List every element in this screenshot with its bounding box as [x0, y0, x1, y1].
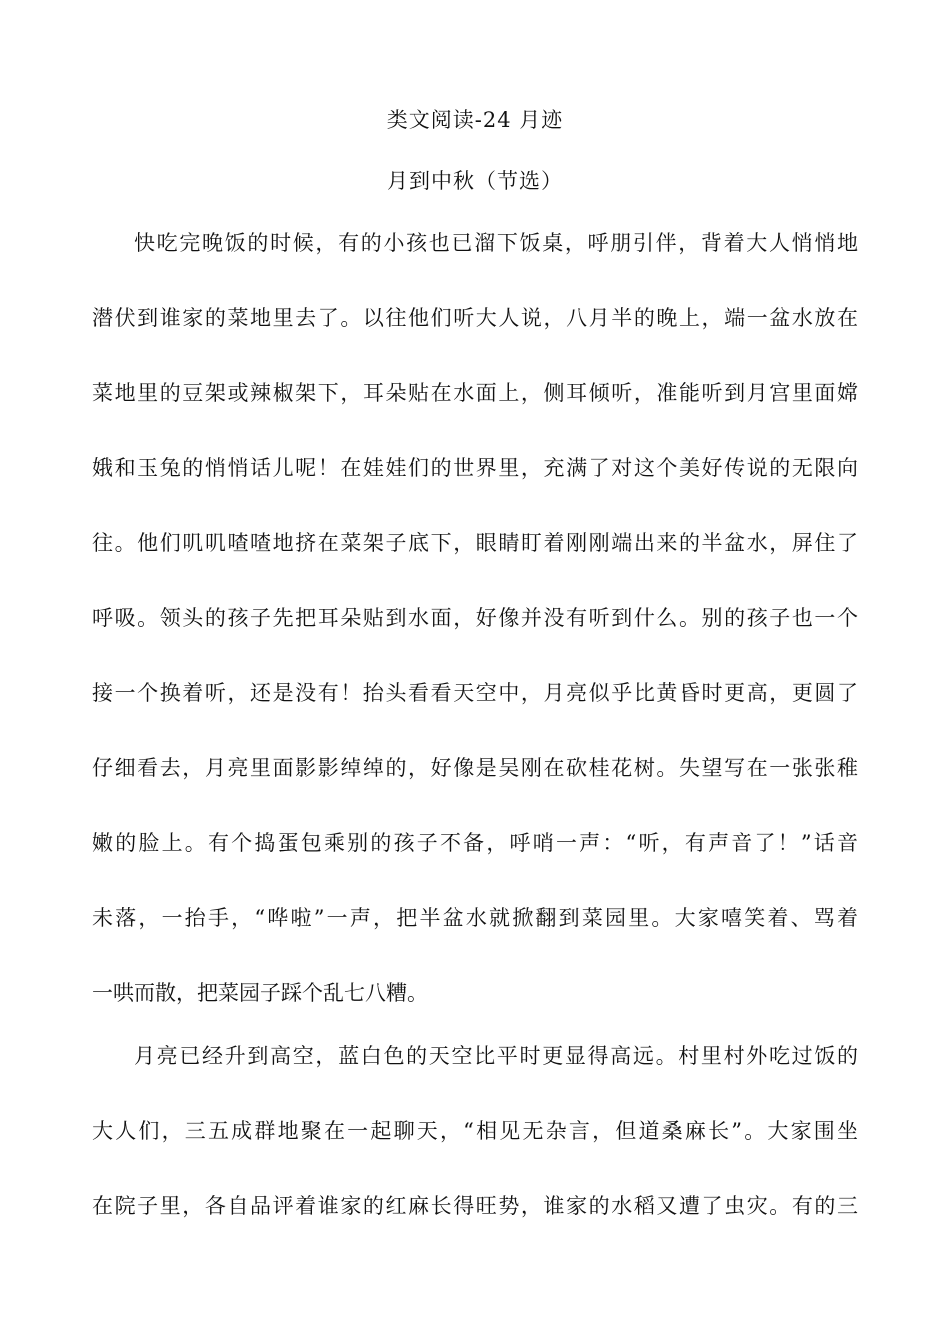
paragraph-line: 娥和玉兔的悄悄话儿呢！在娃娃们的世界里，充满了对这个美好传说的无限向 — [92, 456, 858, 480]
paragraph-line: 仔细看去，月亮里面影影绰绰的，好像是吴刚在砍桂花树。失望写在一张张稚 — [92, 756, 858, 780]
paragraph-line: 在院子里，各自品评着谁家的红麻长得旺势，谁家的水稻又遭了虫灾。有的三 — [92, 1194, 858, 1218]
passage-title: 月到中秋（节选） — [387, 169, 563, 193]
paragraph-line: 未落，一抬手，“哗啦”一声，把半盆水就掀翻到菜园里。大家嘻笑着、骂着 — [92, 906, 858, 930]
paragraph-line: 嫩的脸上。有个捣蛋包乘别的孩子不备，呼哨一声：“听，有声音了！”话音 — [92, 831, 858, 855]
paragraph-line: 菜地里的豆架或辣椒架下，耳朵贴在水面上，侧耳倾听，准能听到月宫里面嫦 — [92, 381, 858, 405]
paragraph-line: 一哄而散，把菜园子踩个乱七八糟。 — [92, 981, 428, 1005]
paragraph-line: 月亮已经升到高空，蓝白色的天空比平时更显得高远。村里村外吃过饭的 — [134, 1044, 858, 1068]
paragraph-line: 潜伏到谁家的菜地里去了。以往他们听大人说，八月半的晚上，端一盆水放在 — [92, 306, 858, 330]
paragraph-line: 接一个换着听，还是没有！抬头看看天空中，月亮似乎比黄昏时更高，更圆了 — [92, 681, 858, 705]
paragraph-line: 往。他们叽叽喳喳地挤在菜架子底下，眼睛盯着刚刚端出来的半盆水，屏住了 — [92, 531, 858, 555]
paragraph-line: 呼吸。领头的孩子先把耳朵贴到水面，好像并没有听到什么。别的孩子也一个 — [92, 606, 858, 630]
paragraph-line: 快吃完晚饭的时候，有的小孩也已溜下饭桌，呼朋引伴，背着大人悄悄地 — [134, 231, 858, 255]
document-title: 类文阅读-24 月迹 — [386, 108, 564, 132]
paragraph-line: 大人们，三五成群地聚在一起聊天，“相见无杂言，但道桑麻长”。大家围坐 — [92, 1119, 858, 1143]
